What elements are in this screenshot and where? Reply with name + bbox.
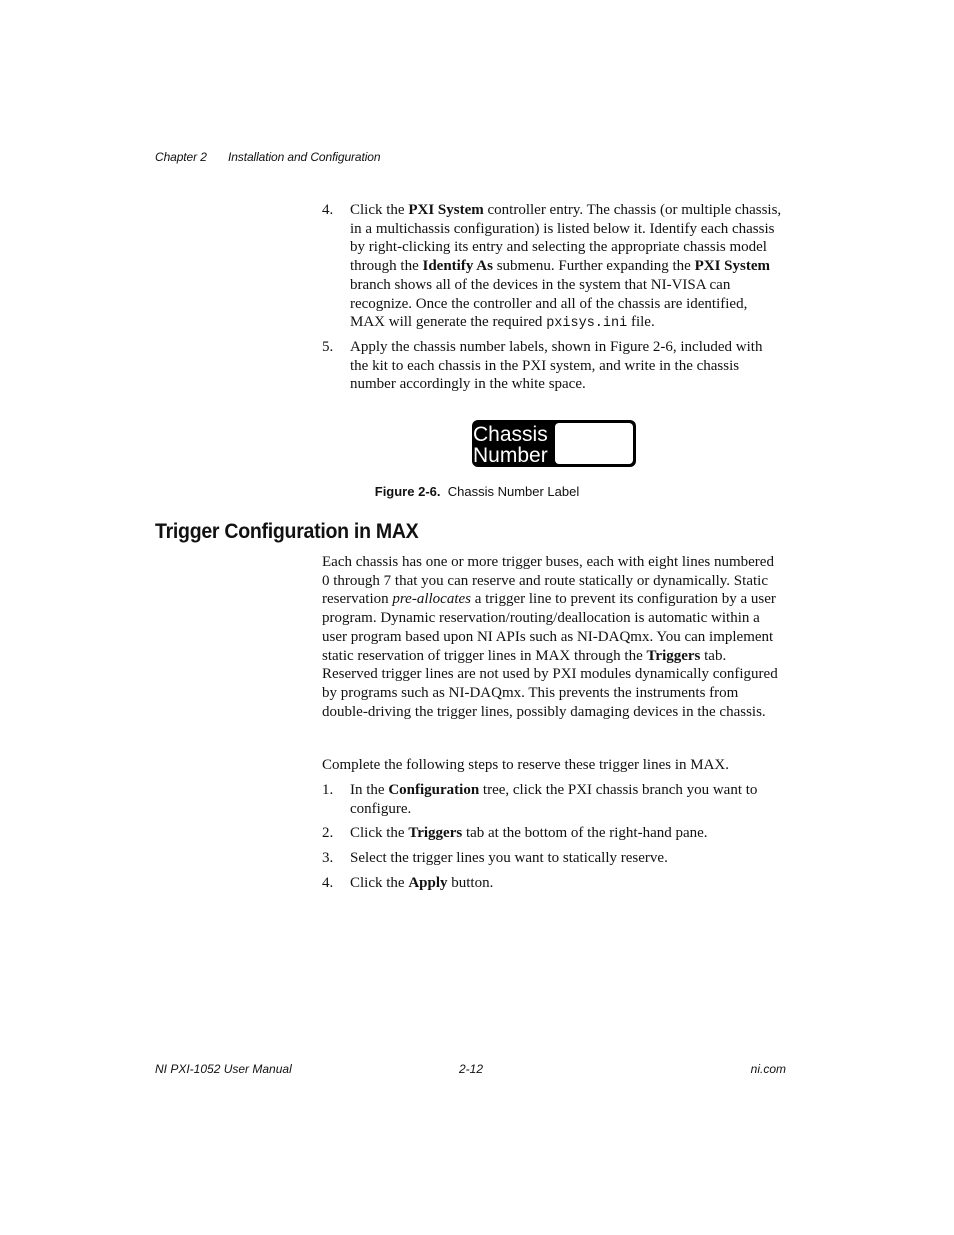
- page-number: 2-12: [459, 1062, 484, 1076]
- list-item-text: Click the Apply button.: [350, 875, 494, 891]
- footer-website: ni.com: [750, 1062, 786, 1076]
- list-item-text: Apply the chassis number labels, shown in Figure 2-6, included with the kit to each chassis in the PXI system, and write in the chassis number accordingly in the white space.: [350, 339, 763, 393]
- label-line-1: Chassis: [473, 423, 548, 446]
- list-item-text: In the Configuration tree, click the PXI chassis branch you want to configure.: [350, 782, 758, 817]
- figure-caption: [0, 484, 954, 499]
- list-item-text: Click the PXI System controller entry. The chassis (or multiple chassis, in a multichassis configuration) is listed below it. Identify each chassis by right-clicking its entry and selecting the appropriate chassis model through the Identify As submenu. Further expanding the PXI System branch shows all of the devices in the system that NI-VISA can recognize. Once the controller and all of the chassis are identified, MAX will generate the required pxisys.ini file.: [350, 202, 782, 332]
- list-item-number: 3.: [322, 850, 334, 866]
- list-item-number: 5.: [322, 339, 334, 355]
- list-item-number: 2.: [322, 825, 334, 841]
- label-line-2: Number: [473, 444, 548, 467]
- body-paragraph: Each chassis has one or more trigger buses, each with eight lines numbered 0 through 7 that you can reserve and route statically or dynamically. Static reservation pre-allocates a trigger line to prevent its configuration by a user program. Dynamic reservation/routing/deallocation is automatic within a user program based upon NI APIs such as NI-DAQmx. You can implement static reservation of trigger lines in MAX through the Triggers tab. Reserved trigger lines are not used by PXI modules dynamically configured by programs such as NI-DAQmx. This prevents the instruments from double-driving the trigger lines, possibly damaging devices in the chassis.: [322, 554, 778, 720]
- list-item-text: Click the Triggers tab at the bottom of the right-hand pane.: [350, 825, 708, 841]
- list-item-number: 4.: [322, 202, 334, 218]
- figure-number: Figure 2-6.: [374, 484, 441, 499]
- header-chapter: Chapter 2: [155, 150, 207, 164]
- footer-manual-title: NI PXI-1052 User Manual: [155, 1062, 292, 1076]
- list-item-text: Select the trigger lines you want to statically reserve.: [350, 850, 668, 866]
- chassis-number-label-figure: [471, 419, 637, 468]
- list-item-number: 4.: [322, 875, 334, 891]
- filename-code: pxisys.ini: [546, 316, 628, 332]
- section-title: Trigger Configuration in MAX: [155, 520, 419, 543]
- header-title: Installation and Configuration: [228, 150, 381, 164]
- list-item-number: 1.: [322, 782, 334, 798]
- body-paragraph: Complete the following steps to reserve these trigger lines in MAX.: [322, 757, 729, 773]
- figure-caption-text: Chassis Number Label: [447, 484, 580, 499]
